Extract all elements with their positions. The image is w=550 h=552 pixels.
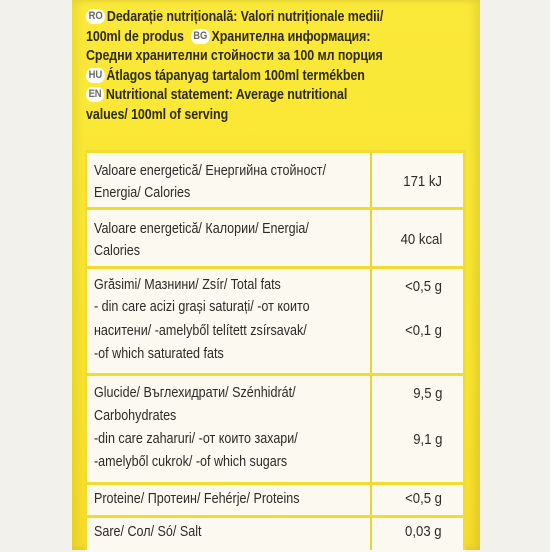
header-line-hu: HU Átlagos tápanyag tartalom 100ml termékben: [86, 67, 421, 87]
row-salt-label: Sare/ Сол/ Só/ Salt: [94, 524, 202, 540]
header-line-ro-cont: 100ml de produs BG Хранителна информация:: [86, 28, 371, 45]
row-energy-kcal-label-1: Valoare energetică/ Калории/ Energia/: [94, 221, 309, 237]
row-separator: [85, 482, 465, 485]
lang-badge-en: EN: [86, 87, 104, 102]
row-energy-kj-label-2: Energia/ Calories: [94, 185, 191, 201]
nutrition-header: [86, 8, 476, 126]
lang-badge-hu: HU: [86, 68, 105, 83]
lang-badge-bg: BG: [191, 29, 210, 44]
header-line-ro: RO Dedarație nutrițională: Valori nutriționale medii/: [86, 8, 421, 28]
row-carbs-label-3: -din care zaharuri/ -от които захари/: [94, 431, 298, 447]
row-carbs-label-4: -amelyből cukrok/ -of which sugars: [94, 454, 288, 470]
table-column-divider: [370, 152, 372, 550]
row-energy-kj-value: 171 kJ: [403, 174, 442, 190]
row-separator: [85, 207, 465, 210]
row-fats-value: <0,5 g: [405, 279, 442, 295]
table-border-right: [463, 150, 466, 550]
header-line-en: EN Nutritional statement: Average nutritional: [86, 86, 421, 106]
table-border-left: [85, 150, 87, 550]
row-separator: [85, 515, 465, 518]
row-separator: [85, 373, 465, 376]
header-line-en-cont: values/ 100ml of serving: [86, 106, 229, 123]
lang-badge-ro: RO: [86, 9, 105, 24]
row-energy-kj-label-1: Valoare energetică/ Енергийна стойност/: [94, 163, 326, 179]
header-line-bg: Средни хранителни стойности за 100 мл порция: [86, 48, 383, 65]
row-energy-kcal-value: 40 kcal: [400, 232, 442, 248]
row-fats-label-1: Grăsimi/ Мазнини/ Zsír/ Total fats: [94, 277, 281, 293]
row-energy-kcal-label-2: Calories: [94, 243, 141, 259]
row-fats-label-4: -of which saturated fats: [94, 346, 224, 362]
row-fats-label-3: наситени/ -amelyből telített zsírsavak/: [94, 323, 307, 339]
table-border-top: [85, 150, 466, 153]
row-saturated-fats-value: <0,1 g: [405, 323, 442, 339]
row-carbs-value: 9,5 g: [412, 386, 442, 402]
row-salt-value: 0,03 g: [405, 524, 442, 540]
row-fats-label-2: - din care acizi grași saturați/ -от които: [94, 299, 310, 315]
row-proteins-value: <0,5 g: [405, 491, 442, 507]
row-carbs-label-1: Glucide/ Въглехидрати/ Szénhidrát/: [94, 385, 296, 401]
row-carbs-label-2: Carbohydrates: [94, 408, 177, 424]
row-proteins-label: Proteine/ Протеин/ Fehérje/ Proteins: [94, 491, 300, 507]
row-sugars-value: 9,1 g: [412, 432, 442, 448]
row-separator: [85, 266, 465, 269]
